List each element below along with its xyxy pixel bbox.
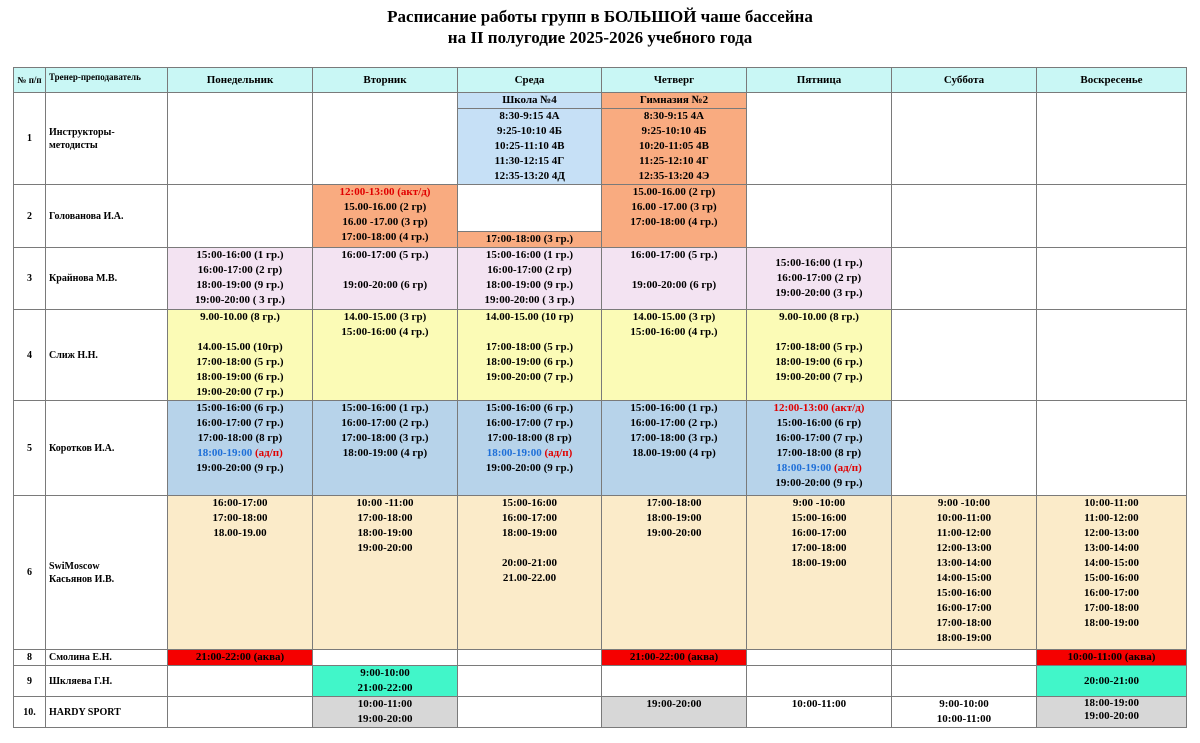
cell-mon — [168, 697, 313, 728]
table-row — [14, 401, 1187, 496]
cell-mon — [168, 666, 313, 697]
cell-thu: 15:00-16:00 (1 гр.) 16:00-17:00 (2 гр.) 17:00-18:00 (3 гр.) 18.00-19:00 (4 гр) — [602, 401, 747, 496]
header-row — [14, 68, 1187, 93]
cell-tue: 9:00-10:00 21:00-22:00 — [313, 666, 458, 697]
cell-fri: 12:00-13:00 (акт/д) 15:00-16:00 (6 гр) 16:00-17:00 (7 гр.) 17:00-18:00 (8 гр) 18:00-19:00 (ад/п) 19:00-20:00 (9 гр.) — [747, 401, 892, 496]
cell-mon: 9.00-10.00 (8 гр.) 14.00-15.00 (10гр) 17:00-18:00 (5 гр.) 18:00-19:00 (6 гр.) 19:00-20:00 (7 гр.) — [168, 310, 313, 401]
cell-sun: 18:00-19:00 19:00-20:00 — [1037, 697, 1187, 728]
cell-tue — [313, 93, 458, 185]
cell-wed: 15:00-16:00 (6 гр.) 16:00-17:00 (7 гр.) 17:00-18:00 (8 гр) 18:00-19:00 (ад/п) 19:00-20:00 (9 гр.) — [458, 401, 602, 496]
table-row — [14, 93, 1187, 185]
cell-sat: 9:00 -10:00 10:00-11:00 11:00-12:00 12:00-13:00 13:00-14:00 14:00-15:00 15:00-16:00 16:00-17:00 17:00-18:00 18:00-19:00 — [892, 496, 1037, 650]
cell-sun — [1037, 93, 1187, 185]
school-label: Гимназия №2 — [602, 93, 746, 109]
cell-tue — [313, 650, 458, 666]
coach-name: Коротков И.А. — [46, 401, 168, 496]
cell-wed — [458, 666, 602, 697]
cell-tue: 16:00-17:00 (5 гр.) 19:00-20:00 (6 гр) — [313, 248, 458, 310]
cell-wed: 17:00-18:00 (3 гр.) — [458, 185, 602, 248]
cell-mon — [168, 185, 313, 248]
cell-sun: 10:00-11:00 (аква) — [1037, 650, 1187, 666]
cell-sat — [892, 185, 1037, 248]
cell-fri: 10:00-11:00 — [747, 697, 892, 728]
cell-wed — [458, 650, 602, 666]
coach-name: HARDY SPORT — [46, 697, 168, 728]
cell-wed — [458, 697, 602, 728]
header-num: № п/п — [14, 68, 46, 93]
cell-sun: 20:00-21:00 — [1037, 666, 1187, 697]
cell-fri — [747, 650, 892, 666]
cell-thu: 21:00-22:00 (аква) — [602, 650, 747, 666]
cell-sat — [892, 666, 1037, 697]
header-saturday: Суббота — [892, 68, 1037, 93]
coach-name: Шкляева Г.Н. — [46, 666, 168, 697]
header-wednesday: Среда — [458, 68, 602, 93]
table-row — [14, 697, 1187, 728]
cell-thu — [602, 666, 747, 697]
header-friday: Пятница — [747, 68, 892, 93]
header-tuesday: Вторник — [313, 68, 458, 93]
row-num: 6 — [14, 496, 46, 650]
page-subtitle: на II полугодие 2025-2026 учебного года — [447, 28, 753, 47]
table-row — [14, 666, 1187, 697]
cell-fri: 15:00-16:00 (1 гр.) 16:00-17:00 (2 гр) 19:00-20:00 (3 гр.) — [747, 248, 892, 310]
row-num: 1 — [14, 93, 46, 185]
table-row — [14, 496, 1187, 650]
cell-wed: 14.00-15.00 (10 гр) 17:00-18:00 (5 гр.) 18:00-19:00 (6 гр.) 19:00-20:00 (7 гр.) — [458, 310, 602, 401]
cell-thu: 14.00-15.00 (3 гр) 15:00-16:00 (4 гр.) — [602, 310, 747, 401]
row-num: 3 — [14, 248, 46, 310]
header-thursday: Четверг — [602, 68, 747, 93]
schedule-table — [13, 67, 1187, 728]
row-num: 2 — [14, 185, 46, 248]
cell-mon: 16:00-17:00 17:00-18:00 18.00-19.00 — [168, 496, 313, 650]
cell-fri — [747, 93, 892, 185]
cell-sat — [892, 93, 1037, 185]
school-label: Школа №4 — [458, 93, 601, 109]
cell-sat — [892, 248, 1037, 310]
cell-tue: 14.00-15.00 (3 гр) 15:00-16:00 (4 гр.) — [313, 310, 458, 401]
cell-sun — [1037, 248, 1187, 310]
coach-name: Голованова И.А. — [46, 185, 168, 248]
cell-sat — [892, 310, 1037, 401]
cell-wed: 15:00-16:00 16:00-17:00 18:00-19:00 20:00-21:00 21.00-22.00 — [458, 496, 602, 650]
row-num: 5 — [14, 401, 46, 496]
row-num: 4 — [14, 310, 46, 401]
cell-fri — [747, 666, 892, 697]
cell-fri: 9:00 -10:00 15:00-16:00 16:00-17:00 17:00-18:00 18:00-19:00 — [747, 496, 892, 650]
cell-thu: 19:00-20:00 — [602, 697, 747, 728]
cell-mon: 15:00-16:00 (1 гр.) 16:00-17:00 (2 гр) 18:00-19:00 (9 гр.) 19:00-20:00 ( 3 гр.) — [168, 248, 313, 310]
header-sunday: Воскресенье — [1037, 68, 1187, 93]
cell-tue: 15:00-16:00 (1 гр.) 16:00-17:00 (2 гр.) 17:00-18:00 (3 гр.) 18:00-19:00 (4 гр) — [313, 401, 458, 496]
cell-fri — [747, 185, 892, 248]
header-coach: Тренер-преподаватель — [46, 68, 168, 93]
cell-sun: 10:00-11:00 11:00-12:00 12:00-13:00 13:00-14:00 14:00-15:00 15:00-16:00 16:00-17:00 17:00-18:00 18:00-19:00 — [1037, 496, 1187, 650]
table-row — [14, 650, 1187, 666]
coach-name: Слиж Н.Н. — [46, 310, 168, 401]
table-row — [14, 310, 1187, 401]
cell-fri: 9.00-10.00 (8 гр.) 17:00-18:00 (5 гр.) 18:00-19:00 (6 гр.) 19:00-20:00 (7 гр.) — [747, 310, 892, 401]
row-num: 10. — [14, 697, 46, 728]
cell-thu: Гимназия №2 8:30-9:15 4А 9:25-10:10 4Б 10:20-11:05 4В 11:25-12:10 4Г 12:35-13:20 4Э — [602, 93, 747, 185]
coach-name: Инструкторы- методисты — [46, 93, 168, 185]
cell-sat: 9:00-10:00 10:00-11:00 — [892, 697, 1037, 728]
row-num: 9 — [14, 666, 46, 697]
coach-name: Смолина Е.Н. — [46, 650, 168, 666]
cell-thu: 17:00-18:00 18:00-19:00 19:00-20:00 — [602, 496, 747, 650]
cell-tue: 10:00 -11:00 17:00-18:00 18:00-19:00 19:00-20:00 — [313, 496, 458, 650]
cell-sun — [1037, 401, 1187, 496]
cell-sun — [1037, 185, 1187, 248]
cell-thu: 15.00-16.00 (2 гр) 16.00 -17.00 (3 гр) 17:00-18:00 (4 гр.) — [602, 185, 747, 248]
row-num: 8 — [14, 650, 46, 666]
cell-mon: 15:00-16:00 (6 гр.) 16:00-17:00 (7 гр.) 17:00-18:00 (8 гр) 18:00-19:00 (ад/п) 19:00-20:00 (9 гр.) — [168, 401, 313, 496]
page-title: Расписание работы групп в БОЛЬШОЙ чаше бассейна — [387, 7, 813, 26]
cell-sat — [892, 650, 1037, 666]
coach-name: SwiMoscow Касьянов И.В. — [46, 496, 168, 650]
header-monday: Понедельник — [168, 68, 313, 93]
cell-mon — [168, 93, 313, 185]
cell-tue: 12:00-13:00 (акт/д) 15.00-16.00 (2 гр) 16.00 -17.00 (3 гр) 17:00-18:00 (4 гр.) — [313, 185, 458, 248]
cell-sat — [892, 401, 1037, 496]
coach-name: Крайнова М.В. — [46, 248, 168, 310]
table-row — [14, 185, 1187, 248]
cell-mon: 21:00-22:00 (аква) — [168, 650, 313, 666]
cell-thu: 16:00-17:00 (5 гр.) 19:00-20:00 (6 гр) — [602, 248, 747, 310]
cell-wed: 15:00-16:00 (1 гр.) 16:00-17:00 (2 гр) 18:00-19:00 (9 гр.) 19:00-20:00 ( 3 гр.) — [458, 248, 602, 310]
cell-wed: Школа №4 8:30-9:15 4А 9:25-10:10 4Б 10:25-11:10 4В 11:30-12:15 4Г 12:35-13:20 4Д — [458, 93, 602, 185]
cell-sun — [1037, 310, 1187, 401]
cell-tue: 10:00-11:00 19:00-20:00 — [313, 697, 458, 728]
table-row — [14, 248, 1187, 310]
